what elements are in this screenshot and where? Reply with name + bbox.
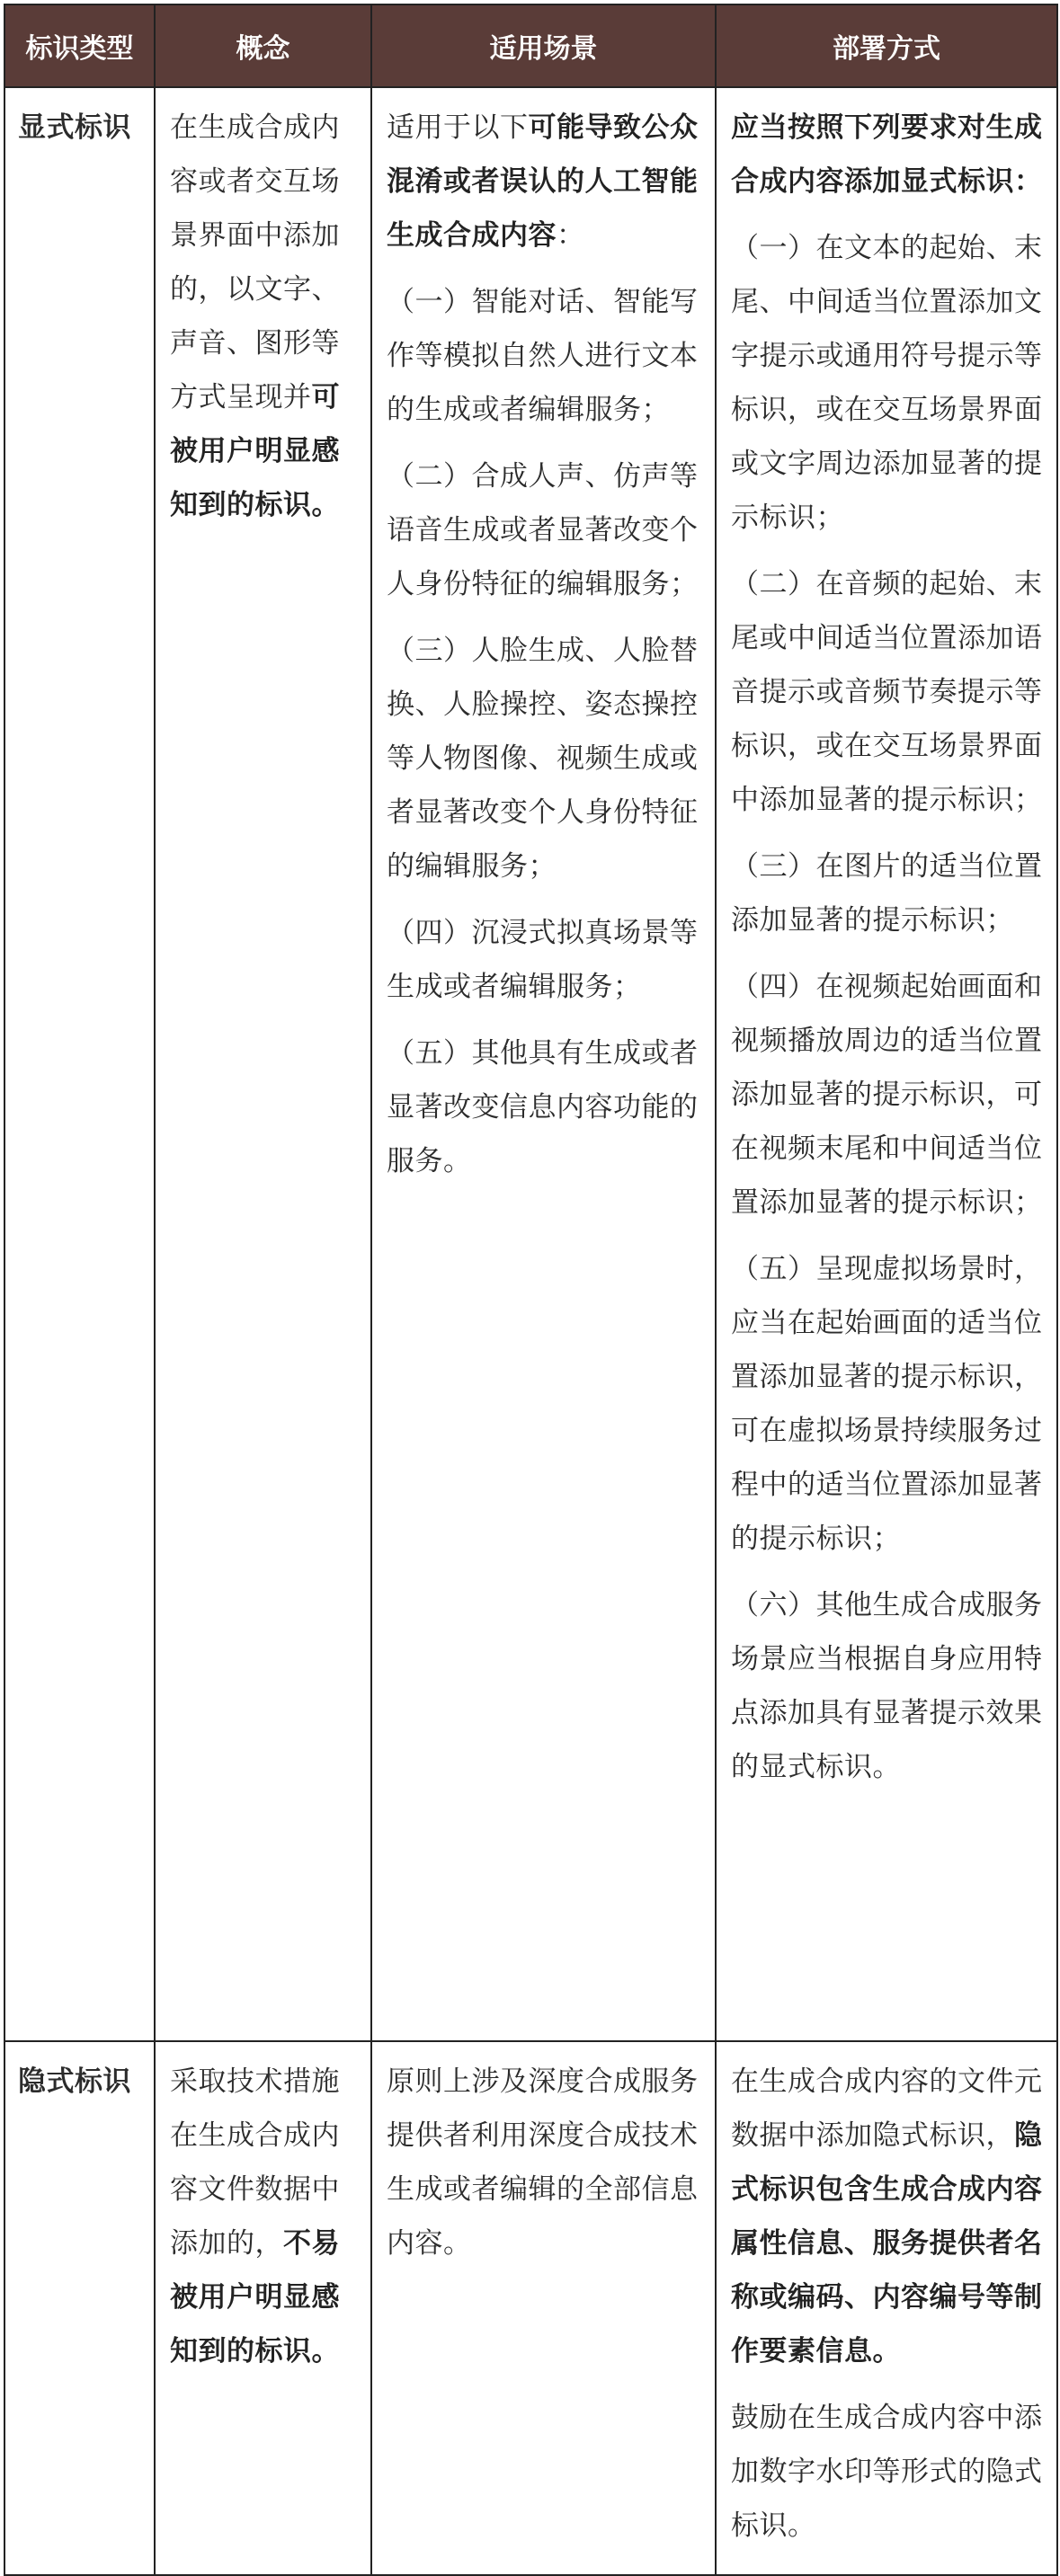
deploy-item: （三）在图片的适当位置添加显著的提示标识；	[731, 850, 1043, 937]
type-cell: 隐式标识	[4, 2041, 155, 2575]
concept-text: 采取技术措施在生成合成内容文件数据中添加的，	[170, 2065, 340, 2260]
concept-text: 在生成合成内容或者交互场景界面中添加的，以文字、声音、图形等方式呈现并	[170, 111, 340, 413]
deploy-item: （五）呈现虚拟场景时，应当在起始画面的适当位置添加显著的提示标识，可在虚拟场景持续服务过程中的适当位置添加显著的提示标识；	[731, 1253, 1043, 1555]
table-row-implicit	[4, 2041, 1057, 2575]
scenario-item: （五）其他具有生成或者显著改变信息内容功能的服务。	[387, 1037, 699, 1177]
deploy-text: 在生成合成内容的文件元数据中添加隐式标识，	[731, 2065, 1043, 2152]
concept-cell	[155, 2041, 371, 2575]
scenario-intro-bold: 可能导致公众混淆或者误认的人工智能生成合成内容	[387, 111, 699, 252]
scenario-item: （四）沉浸式拟真场景等生成或者编辑服务；	[387, 917, 699, 1003]
deploy-item: （四）在视频起始画面和视频播放周边的适当位置添加显著的提示标识，可在视频末尾和中间适当位置添加显著的提示标识；	[731, 971, 1043, 1219]
scenario-intro-pre: 适用于以下	[387, 111, 529, 144]
deploy-cell	[716, 87, 1057, 2041]
scenario-item: （三）人脸生成、人脸替换、人脸操控、姿态操控等人物图像、视频生成或者显著改变个人身份特征的编辑服务；	[387, 635, 699, 883]
scenario-text: 原则上涉及深度合成服务提供者利用深度合成技术生成或者编辑的全部信息内容。	[387, 2065, 699, 2260]
deploy-intro	[731, 101, 1044, 209]
scenario-cell	[371, 87, 716, 2041]
scenario-intro-post: ：	[557, 219, 585, 252]
deploy-item: （二）在音频的起始、末尾或中间适当位置添加语音提示或音频节奏提示等标识，或在交互场景界面中添加显著的提示标识；	[731, 568, 1043, 816]
scenario-cell	[371, 2041, 716, 2575]
scenario-item: （二）合成人声、仿声等语音生成或者显著改变个人身份特征的编辑服务；	[387, 460, 699, 600]
header-row	[4, 4, 1057, 87]
deploy-bold-text: 隐式标识包含生成合成内容属性信息、服务提供者名称或编码、内容编号等制作要素信息。	[731, 2119, 1043, 2367]
type-cell: 显式标识	[4, 87, 155, 2041]
deploy-paragraph: 鼓励在生成合成内容中添加数字水印等形式的隐式标识。	[731, 2402, 1043, 2542]
deploy-cell	[716, 2041, 1057, 2575]
scenario-item: （一）智能对话、智能写作等模拟自然人进行文本的生成或者编辑服务；	[387, 286, 699, 426]
header-concept: 概念	[155, 4, 371, 87]
deploy-item: （一）在文本的起始、末尾、中间适当位置添加文字提示或通用符号提示等标识，或在交互场景界面或文字周边添加显著的提示标识；	[731, 232, 1043, 534]
concept-bold-text: 不易被用户明显感知到的标识。	[170, 2227, 340, 2367]
table-row-explicit	[4, 87, 1057, 2041]
concept-bold-text: 可被用户明显感知到的标识。	[170, 381, 340, 521]
deploy-paragraph	[731, 2055, 1044, 2378]
header-scenario: 适用场景	[371, 4, 716, 87]
concept-cell	[155, 87, 371, 2041]
deploy-intro-bold: 应当按照下列要求对生成合成内容添加显式标识：	[731, 111, 1043, 198]
identification-table	[4, 4, 1058, 2576]
deploy-item: （六）其他生成合成服务场景应当根据自身应用特点添加具有显著提示效果的显式标识。	[731, 1589, 1043, 1783]
header-deploy: 部署方式	[716, 4, 1057, 87]
header-type: 标识类型	[4, 4, 155, 87]
scenario-intro	[387, 101, 702, 262]
